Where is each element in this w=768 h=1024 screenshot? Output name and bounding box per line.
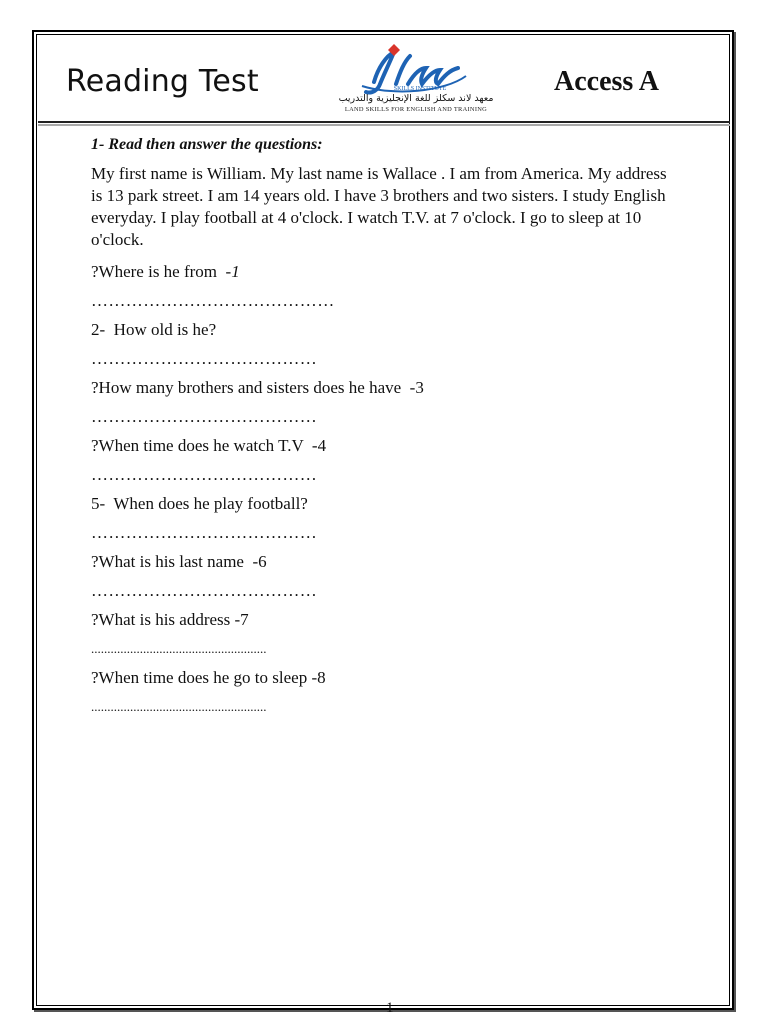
answer-line-6[interactable]: ………………………………… <box>91 581 318 600</box>
logo-arabic-text: معهد لاند سكلز للغة الإنجليزية والتدريب <box>338 93 494 104</box>
page-number: 1 <box>386 1000 394 1016</box>
question-3: ?How many brothers and sisters does he have -3 <box>91 378 424 397</box>
answer-line-2[interactable]: ………………………………… <box>91 349 318 368</box>
section-instruction: 1- Read then answer the questions: <box>91 136 323 153</box>
question-6: ?What is his last name -6 <box>91 552 267 571</box>
header-divider <box>38 121 730 123</box>
question-5: 5- When does he play football? <box>91 494 308 513</box>
answer-line-1[interactable]: …………………………………… <box>91 291 335 310</box>
answer-line-7[interactable]: ...................................................... <box>91 641 267 656</box>
level-label: Access A <box>554 66 659 97</box>
question-text: ?Where is he from <box>91 262 226 281</box>
reading-section <box>91 136 671 721</box>
reading-passage: My first name is William. My last name is Wallace . I am from America. My address is 13 park street. I am 14 years old. I have 3 brothers and two sisters. I study English everyday. I play football at 4 o'clock. I watch T.V. at 7 o'clock. I go to sleep at 10 o'clock. <box>91 164 667 249</box>
page-title: Reading Test <box>66 64 259 99</box>
logo-english-text: LAND SKILLS FOR ENGLISH AND TRAINING <box>344 106 488 113</box>
question-1 <box>91 257 671 286</box>
question-2: 2- How old is he? <box>91 320 217 339</box>
question-4: ?When time does he watch T.V -4 <box>91 436 327 455</box>
svg-text:SKILLS INSTITUTE: SKILLS INSTITUTE <box>393 86 447 92</box>
question-8: ?When time does he go to sleep -8 <box>91 668 326 687</box>
header-divider-shadow <box>38 124 730 126</box>
answer-line-3[interactable]: ………………………………… <box>91 407 318 426</box>
answer-line-5[interactable]: ………………………………… <box>91 523 318 542</box>
question-number: -1 <box>225 262 240 281</box>
question-7: ?What is his address -7 <box>91 610 249 629</box>
answer-line-4[interactable]: ………………………………… <box>91 465 318 484</box>
answer-line-8[interactable]: ...................................................... <box>91 699 267 714</box>
